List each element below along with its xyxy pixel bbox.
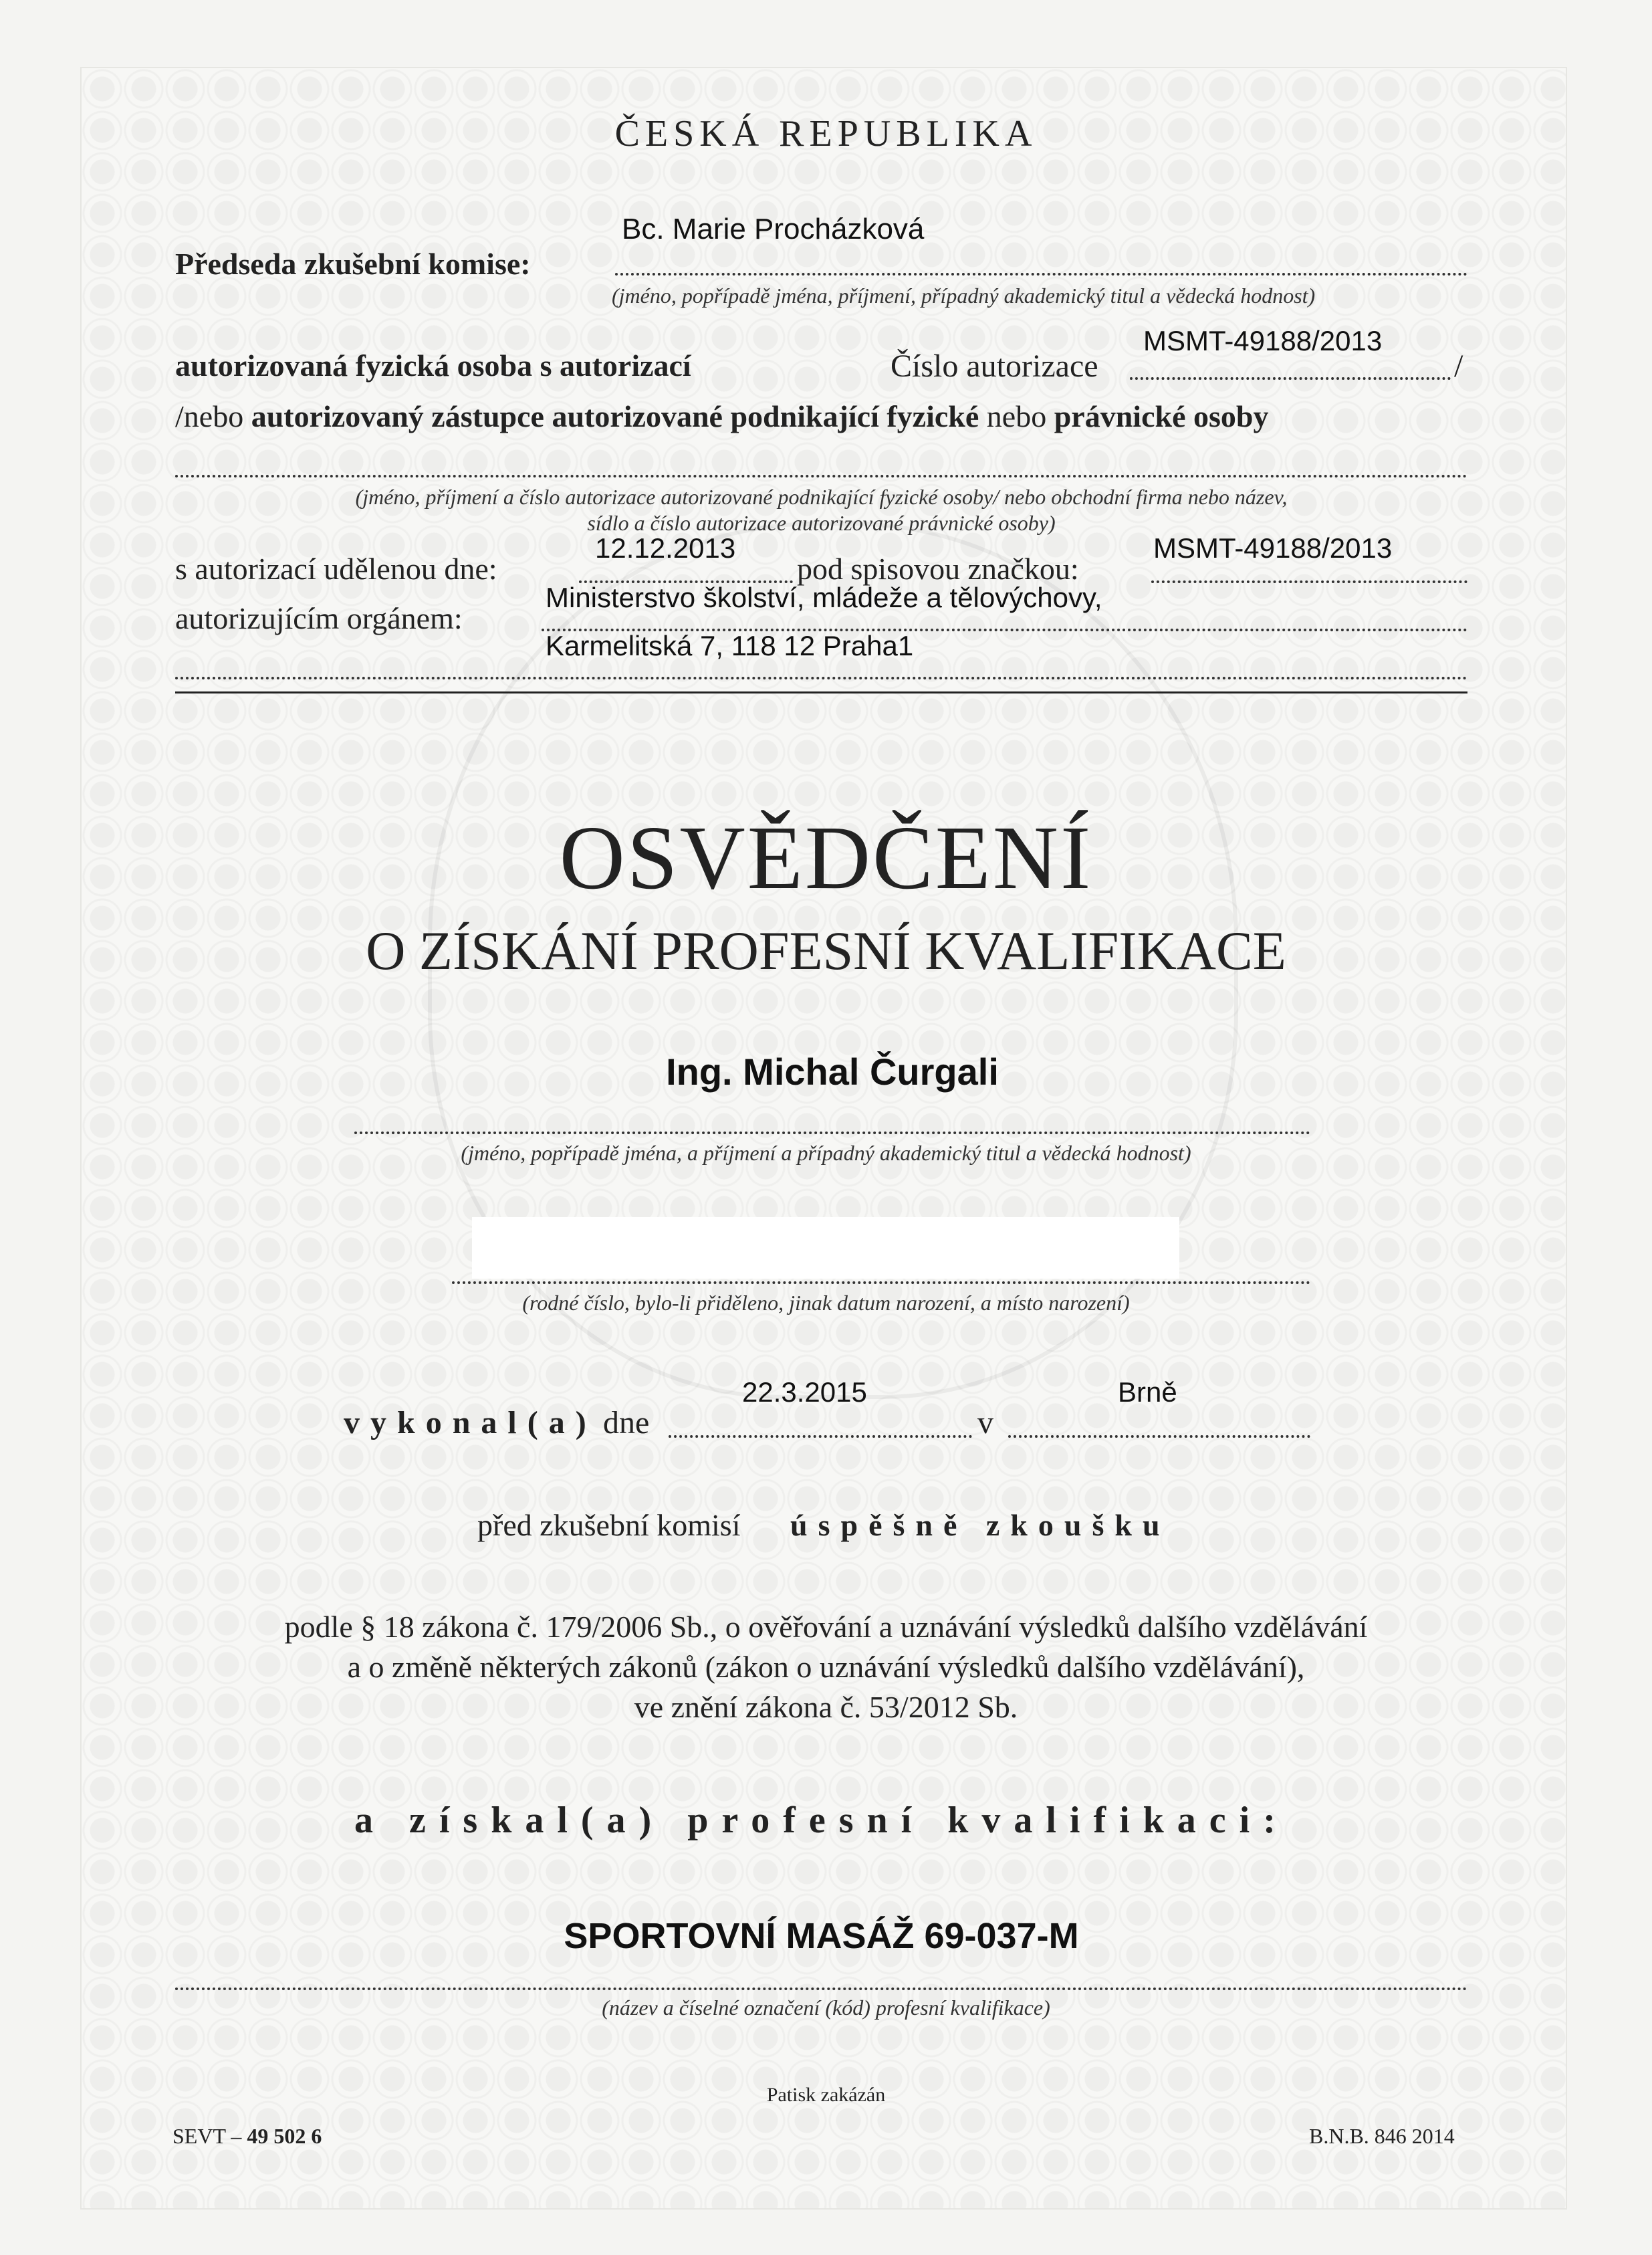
auth-number-line: [1130, 377, 1451, 380]
holder-caption: (jméno, popřípadě jména, a příjmení a případný akademický titul a vědecká hodnost): [461, 1141, 1191, 1165]
chair-label: Předseda zkušební komise:: [175, 247, 531, 281]
birth-data-line: [452, 1281, 1310, 1284]
authority-label: autorizujícím orgánem:: [175, 601, 463, 635]
or-prefix: /nebo: [175, 399, 244, 433]
exam-date-line: [669, 1435, 972, 1438]
representative-line: [175, 399, 1268, 434]
authority-line-2: Karmelitská 7, 118 12 Praha1: [546, 630, 914, 661]
birth-caption: (rodné číslo, bylo-li přiděleno, jinak datum narození, a místo narození): [522, 1291, 1130, 1315]
sevt-prefix: SEVT –: [172, 2124, 242, 2148]
place-label: v: [977, 1405, 993, 1440]
chair-caption: (jméno, popřípadě jména, příjmení, případný akademický titul a vědecká hodnost): [612, 284, 1316, 308]
file-line: [1151, 580, 1467, 583]
sevt-code: [172, 2124, 322, 2149]
obtained-qualification-text: a získal(a) profesní kvalifikaci:: [354, 1800, 1289, 1841]
holder-name-line: [354, 1132, 1310, 1134]
performed-label: vykonal(a): [344, 1405, 597, 1440]
authority-line-1: Ministerstvo školství, mládeže a tělovýchovy,: [546, 582, 1102, 613]
auth-number-value: MSMT-49188/2013: [1143, 325, 1383, 356]
chair-name-line: [615, 273, 1467, 276]
before-commission-text: před zkušební komisí: [477, 1508, 741, 1542]
granted-label: s autorizací udělenou dne:: [175, 552, 497, 586]
qualification-line: [175, 1988, 1467, 1990]
country-heading: ČESKÁ REPUBLIKA: [614, 113, 1038, 154]
representative-line-fill: [175, 475, 1467, 477]
qualification-caption: (název a číselné označení (kód) profesní kvalifikace): [602, 1996, 1050, 2020]
or-bold-text-2: právnické osoby: [1054, 399, 1269, 433]
exam-place-line: [1008, 1435, 1310, 1438]
authority-fill-2: [175, 677, 1467, 679]
qualification-value: SPORTOVNÍ MASÁŽ 69-037-M: [564, 1916, 1079, 1956]
certificate-subtitle: O ZÍSKÁNÍ PROFESNÍ KVALIFIKACE: [366, 920, 1286, 981]
exam-place-value: Brně: [1118, 1376, 1177, 1408]
birth-data-redaction: [472, 1217, 1179, 1279]
certificate-title: OSVĚDČENÍ: [559, 808, 1093, 908]
person-label: autorizovaná fyzická osoba s autorizací: [175, 348, 691, 383]
success-exam-text: úspěšně zkoušku: [790, 1508, 1171, 1542]
representative-caption-2: sídlo a číslo autorizace autorizované právnické osoby): [587, 511, 1056, 535]
holder-name-value: Ing. Michal Čurgali: [666, 1051, 999, 1093]
representative-caption-1: (jméno, příjmení a číslo autorizace autorizované podnikající fyzické osoby/ nebo obchodní firma nebo název,: [355, 485, 1288, 509]
law-line-3: ve znění zákona č. 53/2012 Sb.: [634, 1690, 1018, 1724]
file-label: pod spisovou značkou:: [797, 552, 1079, 586]
exam-date-value: 22.3.2015: [742, 1376, 867, 1408]
header-divider: [175, 691, 1467, 693]
law-line-1: podle § 18 zákona č. 179/2006 Sb., o ověřování a uznávání výsledků dalšího vzdělávání: [284, 1610, 1368, 1644]
date-label: dne: [603, 1405, 650, 1440]
law-line-2: a o změně některých zákonů (zákon o uznávání výsledků dalšího vzdělávání),: [347, 1650, 1305, 1684]
slash-mark: /: [1454, 348, 1463, 384]
sevt-number: 49 502 6: [247, 2124, 322, 2148]
file-value: MSMT-49188/2013: [1153, 532, 1393, 564]
granted-date-value: 12.12.2013: [595, 532, 736, 564]
printer-code: B.N.B. 846 2014: [1309, 2124, 1455, 2148]
reprint-notice: Patisk zakázán: [766, 2084, 886, 2106]
auth-number-label: Číslo autorizace: [891, 348, 1098, 384]
or-middle: nebo: [986, 399, 1047, 433]
chair-name-value: Bc. Marie Procházková: [622, 213, 925, 245]
or-bold-text-1: autorizovaný zástupce autorizované podnikající fyzické: [251, 399, 979, 433]
